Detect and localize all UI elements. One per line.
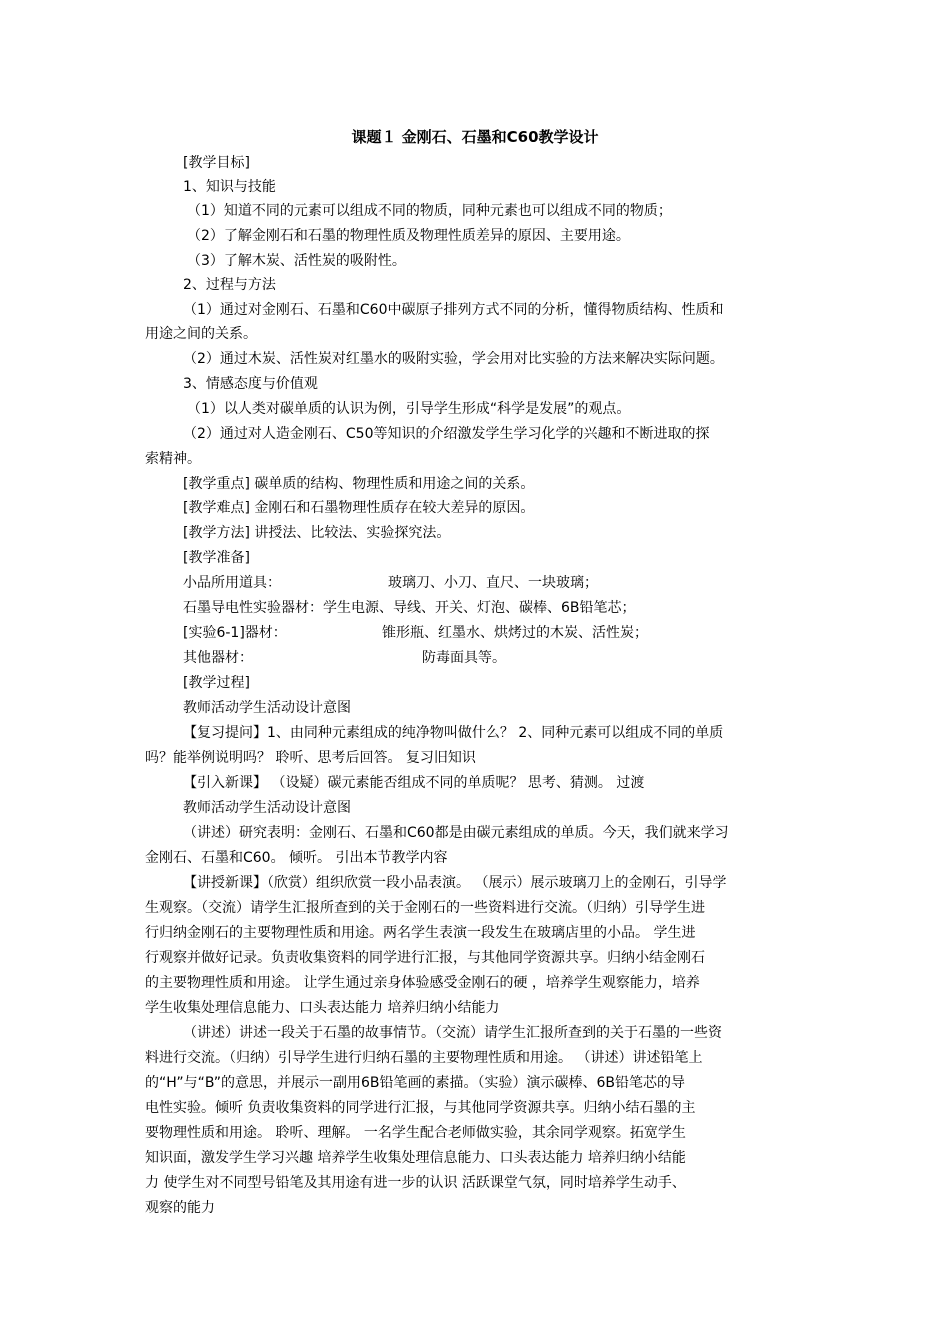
paragraph-line: （2）了解金刚石和石墨的物理性质及物理性质差异的原因、主要用途。	[187, 228, 630, 244]
paragraph-line: （2）通过对人造金刚石、C50等知识的介绍激发学生学习化学的兴趣和不断进取的探	[183, 426, 710, 442]
paragraph-line: [教学重点] 碳单质的结构、物理性质和用途之间的关系。	[183, 476, 535, 492]
table-header-line: 教师活动学生活动设计意图	[183, 700, 351, 716]
paragraph-line: 吗？能举例说明吗？ 聆听、思考后回答。 复习旧知识	[145, 750, 476, 766]
subheading: 3、情感态度与价值观	[183, 376, 318, 392]
paragraph-line: 知识面，激发学生学习兴趣 培养学生收集处理信息能力、口头表达能力 培养归纳小结能	[145, 1150, 686, 1166]
paragraph-line: 【复习提问】1、由同种元素组成的纯净物叫做什么？ 2、同种元素可以组成不同的单质	[183, 725, 724, 741]
paragraph-line: 行归纳金刚石的主要物理性质和用途。两名学生表演一段发生在玻璃店里的小品。 学生进	[145, 925, 696, 941]
paragraph-line: （讲述）讲述一段关于石墨的故事情节。（交流）请学生汇报所查到的关于石墨的一些资	[183, 1025, 722, 1041]
paragraph-line: 石墨导电性实验器材：学生电源、导线、开关、灯泡、碳棒、6B铅笔芯；	[183, 600, 636, 616]
prep-value: 锥形瓶、红墨水、烘烤过的木炭、活性炭；	[382, 625, 648, 641]
paragraph-line: （1）通过对金刚石、石墨和C60中碳原子排列方式不同的分析，懂得物质结构、性质和	[183, 302, 724, 318]
paragraph-line: 行观察并做好记录。负责收集资料的同学进行汇报，与其他同学资源共享。归纳小结金刚石	[145, 950, 705, 966]
paragraph-line: 索精神。	[145, 451, 201, 467]
paragraph-line: 金刚石、石墨和C60。 倾听。 引出本节教学内容	[145, 850, 448, 866]
paragraph-line: 料进行交流。（归纳）引导学生进行归纳石墨的主要物理性质和用途。 （讲述）讲述铅笔上	[145, 1050, 703, 1066]
paragraph-line: 力 使学生对不同型号铅笔及其用途有进一步的认识 活跃课堂气氛，同时培养学生动手、	[145, 1175, 686, 1191]
paragraph-line: 的“H”与“B”的意思，并展示一副用6B铅笔画的素描。（实验）演示碳棒、6B铅笔芯的导	[145, 1075, 685, 1091]
section-heading: [教学准备]	[183, 550, 250, 566]
paragraph-line: [教学方法] 讲授法、比较法、实验探究法。	[183, 525, 451, 541]
paragraph-line: （1）知道不同的元素可以组成不同的物质，同种元素也可以组成不同的物质；	[187, 203, 672, 219]
prep-value: 玻璃刀、小刀、直尺、一块玻璃；	[388, 575, 598, 591]
paragraph-line: 【引入新课】 （设疑）碳元素能否组成不同的单质呢？ 思考、猜测。 过渡	[183, 775, 645, 791]
section-heading: [教学过程]	[183, 675, 250, 691]
section-heading: [教学目标]	[183, 155, 250, 171]
paragraph-line: 要物理性质和用途。 聆听、理解。 一名学生配合老师做实验，其余同学观察。拓宽学生	[145, 1125, 686, 1141]
paragraph-line: 学生收集处理信息能力、口头表达能力 培养归纳小结能力	[145, 1000, 500, 1016]
paragraph-line: （2）通过木炭、活性炭对红墨水的吸附实验，学会用对比实验的方法来解决实际问题。	[183, 351, 724, 367]
prep-label: 小品所用道具：	[183, 575, 281, 591]
paragraph-line: 生观察。（交流）请学生汇报所查到的关于金刚石的一些资料进行交流。（归纳）引导学生进	[145, 900, 705, 916]
table-header-line: 教师活动学生活动设计意图	[183, 800, 351, 816]
paragraph-line: 观察的能力	[145, 1200, 215, 1216]
paragraph-line: （3）了解木炭、活性炭的吸附性。	[187, 253, 406, 269]
paragraph-line: 电性实验。倾听 负责收集资料的同学进行汇报，与其他同学资源共享。归纳小结石墨的主	[145, 1100, 696, 1116]
paragraph-line: 用途之间的关系。	[145, 326, 257, 342]
document-title: 课题１ 金刚石、石墨和C60教学设计	[351, 128, 599, 146]
subheading: 2、过程与方法	[183, 277, 276, 293]
subheading: 1、知识与技能	[183, 179, 276, 195]
paragraph-line: 【讲授新课】（欣赏）组织欣赏一段小品表演。 （展示）展示玻璃刀上的金刚石，引导学	[183, 875, 727, 891]
paragraph-line: [教学难点] 金刚石和石墨物理性质存在较大差异的原因。	[183, 500, 535, 516]
paragraph-line: 的主要物理性质和用途。 让学生通过亲身体验感受金刚石的硬 ，培养学生观察能力，培养	[145, 975, 700, 991]
prep-value: 防毒面具等。	[422, 650, 506, 666]
prep-label: 其他器材：	[183, 650, 253, 666]
paragraph-line: （1）以人类对碳单质的认识为例，引导学生形成“科学是发展”的观点。	[187, 401, 631, 417]
prep-label: [实验6-1]器材：	[183, 625, 287, 641]
paragraph-line: （讲述）研究表明：金刚石、石墨和C60都是由碳元素组成的单质。今天，我们就来学习	[183, 825, 729, 841]
